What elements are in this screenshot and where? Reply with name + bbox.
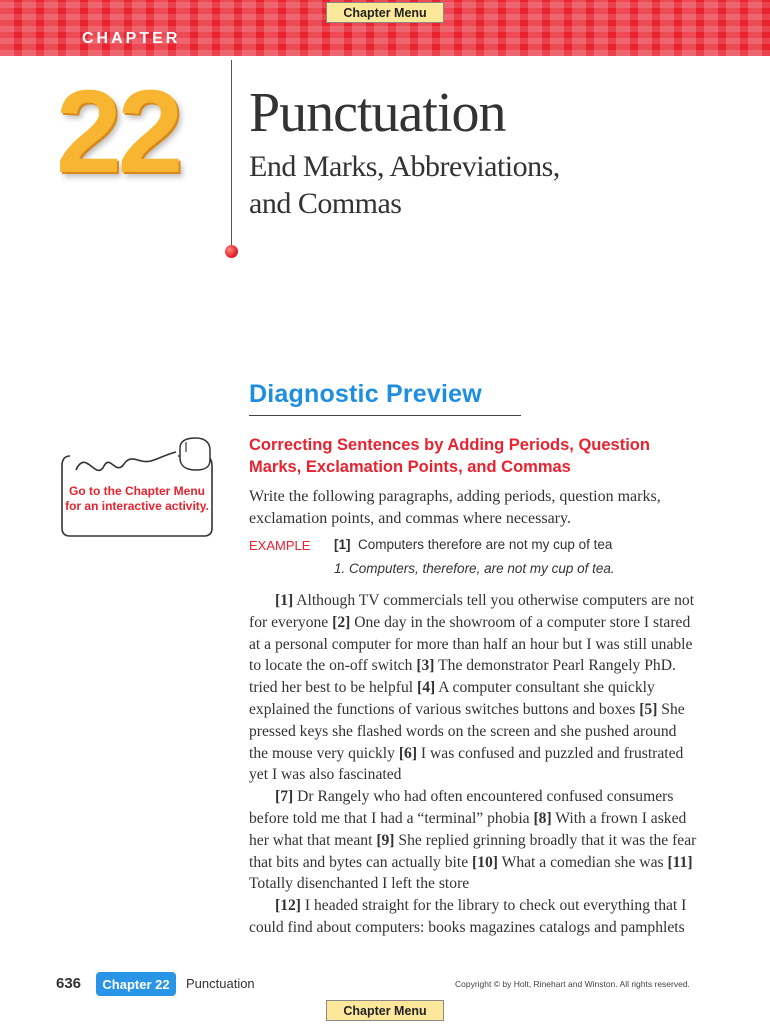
example-answer: 1. Computers, therefore, are not my cup of tea.: [334, 561, 615, 576]
item-text: What a comedian she was: [498, 853, 668, 871]
item-number: [9]: [376, 831, 395, 849]
paragraph-3: [249, 895, 697, 939]
chapter-subtitle: [249, 148, 669, 222]
item-text: I was confused and puzzled and frustrated yet I was also fascinated: [249, 744, 684, 784]
example-label: EXAMPLE: [249, 538, 311, 553]
example-sentence: [334, 537, 612, 552]
item-text: One day in the showroom of a computer store I stared at a personal computer for more than half an hour but I was still unable to locate the on-off switch: [249, 613, 693, 675]
callout-text[interactable]: [62, 484, 212, 514]
item-text: I headed straight for the library to check out everything that I could find about computers: books magazines catalogs and pamphlets: [249, 897, 687, 936]
callout-line-1: Go to the Chapter Menu: [69, 484, 205, 498]
item-number: [2]: [332, 613, 351, 631]
paragraph-1: [249, 590, 697, 786]
item-number: [8]: [533, 809, 552, 827]
item-number: [3]: [416, 657, 435, 675]
item-number: [11]: [667, 853, 693, 871]
chapter-menu-button-bottom[interactable]: Chapter Menu: [326, 1000, 444, 1021]
item-text: Dr Rangely who had often encountered confused consumers before told me that I had a “terminal” phobia: [249, 788, 674, 827]
item-text: The demonstrator Pearl Rangely PhD. tried her best to be helpful: [249, 657, 676, 697]
item-number: [7]: [275, 788, 294, 806]
example-number: [1]: [334, 537, 351, 552]
callout-line-2: for an interactive activity.: [65, 499, 209, 513]
instructions: Write the following paragraphs, adding periods, question marks, exclamation points, and commas where necessary.: [249, 488, 661, 527]
subtitle-line-2: and Commas: [249, 187, 402, 220]
example-text: Computers therefore are not my cup of tea: [358, 537, 613, 552]
item-number: [1]: [275, 592, 294, 609]
item-number: [4]: [417, 679, 436, 697]
paragraph-2: [249, 786, 697, 895]
chapter-number: 22: [56, 66, 180, 198]
divider-dot: [225, 245, 238, 258]
section-heading: Correcting Sentences by Adding Periods, Question Marks, Exclamation Points, and Commas: [249, 436, 650, 476]
exercise-body: [249, 590, 697, 939]
diagnostic-heading: Diagnostic Preview: [249, 380, 482, 408]
chapter-label: CHAPTER: [82, 30, 181, 47]
interactive-activity-callout[interactable]: [58, 436, 216, 540]
item-text: With a frown I asked her what that meant: [249, 809, 687, 849]
item-text: She replied grinning broadly that it was the fear that bits and bytes can actually bite: [249, 831, 697, 871]
chapter-title: Punctuation: [249, 82, 506, 144]
footer-section-title: Punctuation: [186, 976, 255, 991]
item-text: Totally disenchanted I left the store: [249, 875, 470, 893]
item-number: [6]: [398, 744, 418, 762]
diagnostic-rule: [249, 415, 521, 416]
item-text: A computer consultant she quickly explained the functions of various switches buttons and boxes: [249, 679, 655, 718]
item-text: She pressed keys she flashed words on the screen and she pushed around the mouse very quickly: [249, 700, 685, 762]
item-number: [10]: [472, 853, 498, 871]
chapter-menu-button-top[interactable]: Chapter Menu: [326, 2, 444, 23]
item-text: Although TV commercials tell you otherwise computers are not for everyone: [249, 592, 695, 631]
item-number: [12]: [275, 897, 301, 915]
page-number: 636: [56, 975, 82, 992]
chapter-pill: Chapter 22: [96, 972, 176, 996]
subtitle-line-1: End Marks, Abbreviations,: [249, 150, 560, 183]
title-divider: [231, 60, 232, 248]
item-number: [5]: [639, 700, 658, 718]
copyright: Copyright © by Holt, Rinehart and Winston. All rights reserved.: [455, 979, 690, 989]
